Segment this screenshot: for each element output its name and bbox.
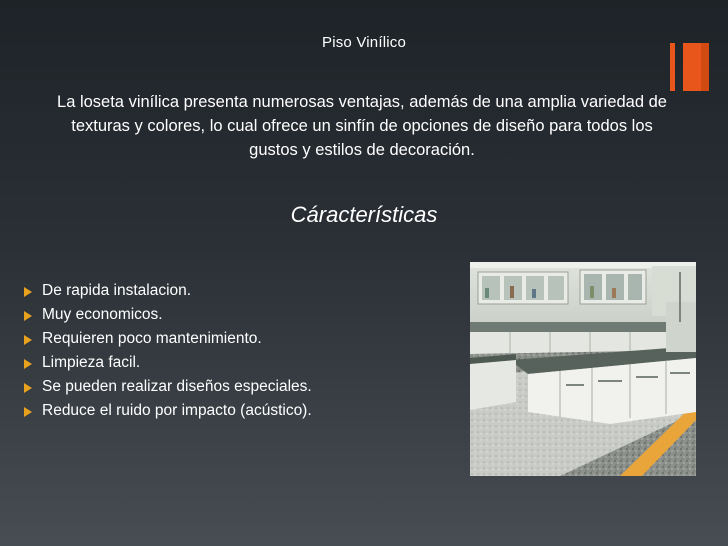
list-item-text: Muy economicos. [42,306,163,323]
bullet-arrow-icon [24,407,32,417]
list-item-text: De rapida instalacion. [42,282,192,299]
list-item-text: Limpieza facil. [42,354,141,371]
bullet-arrow-icon [24,335,32,345]
laboratory-floor-image [470,262,696,476]
bullet-arrow-icon [24,287,32,297]
list-item [24,351,312,375]
list-item [24,399,312,423]
list-item [24,375,312,399]
list-item [24,303,312,327]
list-item-text: Se pueden realizar diseños especiales. [42,378,312,395]
laboratory-floor-photo [470,262,696,476]
list-item [24,327,312,351]
bullet-arrow-icon [24,311,32,321]
features-list [24,279,312,423]
list-item [24,279,312,303]
bullet-arrow-icon [24,359,32,369]
section-subtitle: Cáracterísticas [290,202,438,227]
intro-paragraph: La loseta vinílica presenta numerosas ventajas, además de una amplia variedad de texturas y colores, lo cual ofrece un sinfín de opciones de diseño para todos los gustos y estilos de decoración. [57,93,667,159]
slide-title: Piso Vinílico [321,34,407,51]
list-item-text: Reduce el ruido por impacto (acústico). [42,402,312,419]
bullet-arrow-icon [24,383,32,393]
list-item-text: Requieren poco mantenimiento. [42,330,262,347]
